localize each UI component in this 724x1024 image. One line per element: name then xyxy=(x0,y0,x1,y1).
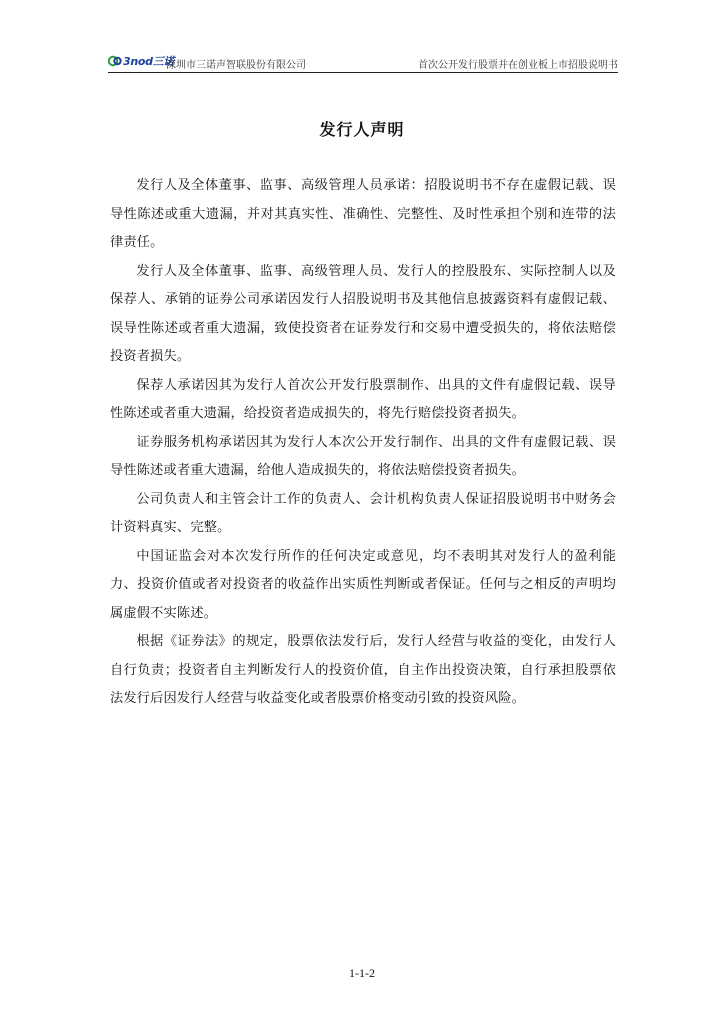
paragraph: 发行人及全体董事、监事、高级管理人员承诺：招股说明书不存在虚假记载、误导性陈述或重大遗漏，并对其真实性、准确性、完整性、及时性承担个别和连带的法律责任。 xyxy=(110,178,616,250)
paragraph: 保荐人承诺因其为发行人首次公开发行股票制作、出具的文件有虚假记载、误导性陈述或者重大遗漏，给投资者造成损失的，将先行赔偿投资者损失。 xyxy=(110,377,616,421)
company-name: 深圳市三诺声智联股份有限公司 xyxy=(166,60,306,71)
page-number: 1-1-2 xyxy=(349,966,375,980)
paragraph: 根据《证券法》的规定，股票依法发行后，发行人经营与收益的变化，由发行人自行负责；投资者自主判断发行人的投资价值，自主作出投资决策，自行承担股票依法发行后因发行人经营与收益变化或者股票价格变动引致的投资风险。 xyxy=(110,634,616,706)
statement-body xyxy=(110,172,616,714)
page-header xyxy=(108,52,618,73)
company-logo xyxy=(108,53,174,69)
paragraph: 公司负责人和主管会计工作的负责人、会计机构负责人保证招股说明书中财务会计资料真实、完整。 xyxy=(110,491,616,535)
document-title: 首次公开发行股票并在创业板上市招股说明书 xyxy=(418,60,618,71)
paragraph: 中国证监会对本次发行所作的任何决定或意见，均不表明其对发行人的盈利能力、投资价值或者对投资者的收益作出实质性判断或者保证。任何与之相反的声明均属虚假不实陈述。 xyxy=(110,548,616,621)
paragraph: 发行人及全体董事、监事、高级管理人员、发行人的控股股东、实际控制人以及保荐人、承销的证券公司承诺因发行人招股说明书及其他信息披露资料有虚假记载、误导性陈述或者重大遗漏，致使投资者在证券发行和交易中遭受损失的，将依法赔偿投资者损失。 xyxy=(110,263,616,364)
logo-mark-icon xyxy=(108,54,122,68)
logo-text: 3nod三诺 xyxy=(123,55,175,68)
page-title: 发行人声明 xyxy=(319,120,405,139)
paragraph: 证券服务机构承诺因其为发行人本次公开发行制作、出具的文件有虚假记载、误导性陈述或者重大遗漏，给他人造成损失的，将依法赔偿投资者损失。 xyxy=(110,434,616,478)
